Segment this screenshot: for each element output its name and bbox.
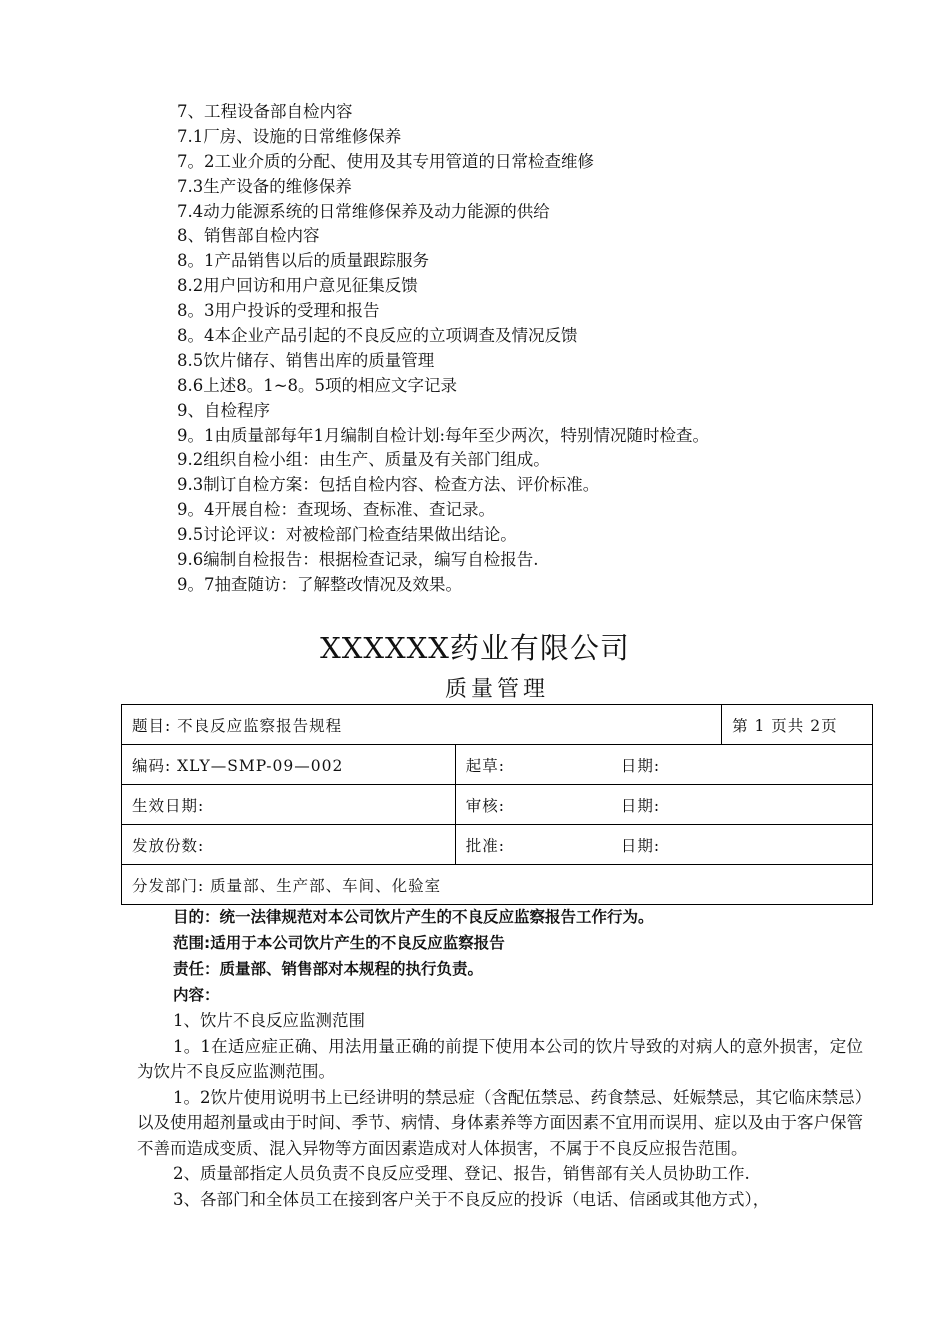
list-item: 8、销售部自检内容 — [177, 226, 320, 246]
list-item: 9.2组织自检小组：由生产、质量及有关部门组成。 — [177, 450, 550, 470]
list-item: 9.6编制自检报告：根据检查记录，编写自检报告. — [177, 550, 539, 570]
list-item: 8。3用户投诉的受理和报告 — [177, 301, 380, 321]
distribution-cell: 分发部门: 质量部、生产部、车间、化验室 — [122, 865, 873, 905]
self-inspection-list — [177, 100, 877, 598]
list-item: 8.5饮片储存、销售出库的质量管理 — [177, 350, 435, 370]
list-item: 9。7抽查随访：了解整改情况及效果。 — [177, 574, 462, 594]
document-subtitle: 质量管理 — [444, 677, 549, 702]
list-item: 8。1产品销售以后的质量跟踪服务 — [177, 251, 429, 271]
list-item: 7、工程设备部自检内容 — [177, 102, 353, 121]
document-code-cell: 编码: XLY—SMP-09—002 — [122, 745, 456, 785]
list-item: 8。4本企业产品引起的不良反应的立项调查及情况反馈 — [177, 326, 578, 346]
page-number-cell: 第 1 页共 2页 — [722, 705, 873, 745]
list-item: 7.3生产设备的维修保养 — [177, 176, 352, 196]
list-item: 8.6上述8。1~8。5项的相应文字记录 — [177, 375, 458, 395]
list-item: 7。2工业介质的分配、使用及其专用管道的日常检查维修 — [177, 151, 594, 171]
approve-date-cell: 日期: — [611, 825, 873, 865]
table-row — [122, 785, 873, 825]
review-cell: 审核: — [455, 785, 611, 825]
document-header-table — [121, 704, 873, 905]
draft-cell: 起草: — [455, 745, 611, 785]
company-name: XXXXXX药业有限公司 — [320, 631, 630, 665]
approve-cell: 批准: — [455, 825, 611, 865]
table-row — [122, 745, 873, 785]
paragraph: 3、各部门和全体员工在接到客户关于不良反应的投诉（电话、信函或其他方式）， — [173, 1189, 770, 1209]
paragraph: 1。2饮片使用说明书上已经讲明的禁忌症（含配伍禁忌、药食禁忌、妊娠禁忌，其它临床禁忌）以及使用超剂量或由于时间、季节、病情、身体素养等方面因素不宜用而误用、症以及由于客户保管不善而造成变质、混入异物等方面因素造成对人体损害，不属于不良反应报告范围。 — [137, 1087, 863, 1158]
copies-cell: 发放份数: — [122, 825, 456, 865]
table-row — [122, 825, 873, 865]
list-item: 9.3制订自检方案：包括自检内容、检查方法、评价标准。 — [177, 475, 600, 495]
review-date-cell: 日期: — [611, 785, 873, 825]
responsibility-line: 责任：质量部、销售部对本规程的执行负责。 — [173, 960, 484, 978]
effective-date-cell: 生效日期: — [122, 785, 456, 825]
list-item: 9.5讨论评议：对被检部门检查结果做出结论。 — [177, 525, 517, 545]
list-item: 7.4动力能源系统的日常维修保养及动力能源的供给 — [177, 201, 550, 221]
list-item: 7.1厂房、设施的日常维修保养 — [177, 126, 402, 146]
paragraph: 1、饮片不良反应监测范围 — [173, 1011, 365, 1030]
table-row — [122, 865, 873, 905]
document-body — [137, 904, 863, 1212]
paragraph: 2、质量部指定人员负责不良反应受理、登记、报告，销售部有关人员协助工作. — [173, 1164, 750, 1183]
document-title-cell: 题目: 不良反应监察报告规程 — [122, 705, 722, 745]
content-label: 内容： — [173, 986, 220, 1004]
scope-line: 范围:适用于本公司饮片产生的不良反应监察报告 — [173, 934, 505, 952]
draft-date-cell: 日期: — [611, 745, 873, 785]
list-item: 8.2用户回访和用户意见征集反馈 — [177, 276, 418, 296]
table-row — [122, 705, 873, 745]
paragraph: 1。1在适应症正确、用法用量正确的前提下使用本公司的饮片导致的对病人的意外损害，定位为饮片不良反应监测范围。 — [137, 1036, 863, 1081]
list-item: 9。1由质量部每年1月编制自检计划:每年至少两次，特别情况随时检查。 — [177, 425, 710, 445]
purpose-line: 目的：统一法律规范对本公司饮片产生的不良反应监察报告工作行为。 — [173, 908, 654, 926]
list-item: 9。4开展自检：查现场、查标准、查记录。 — [177, 500, 495, 520]
list-item: 9、自检程序 — [177, 400, 270, 420]
